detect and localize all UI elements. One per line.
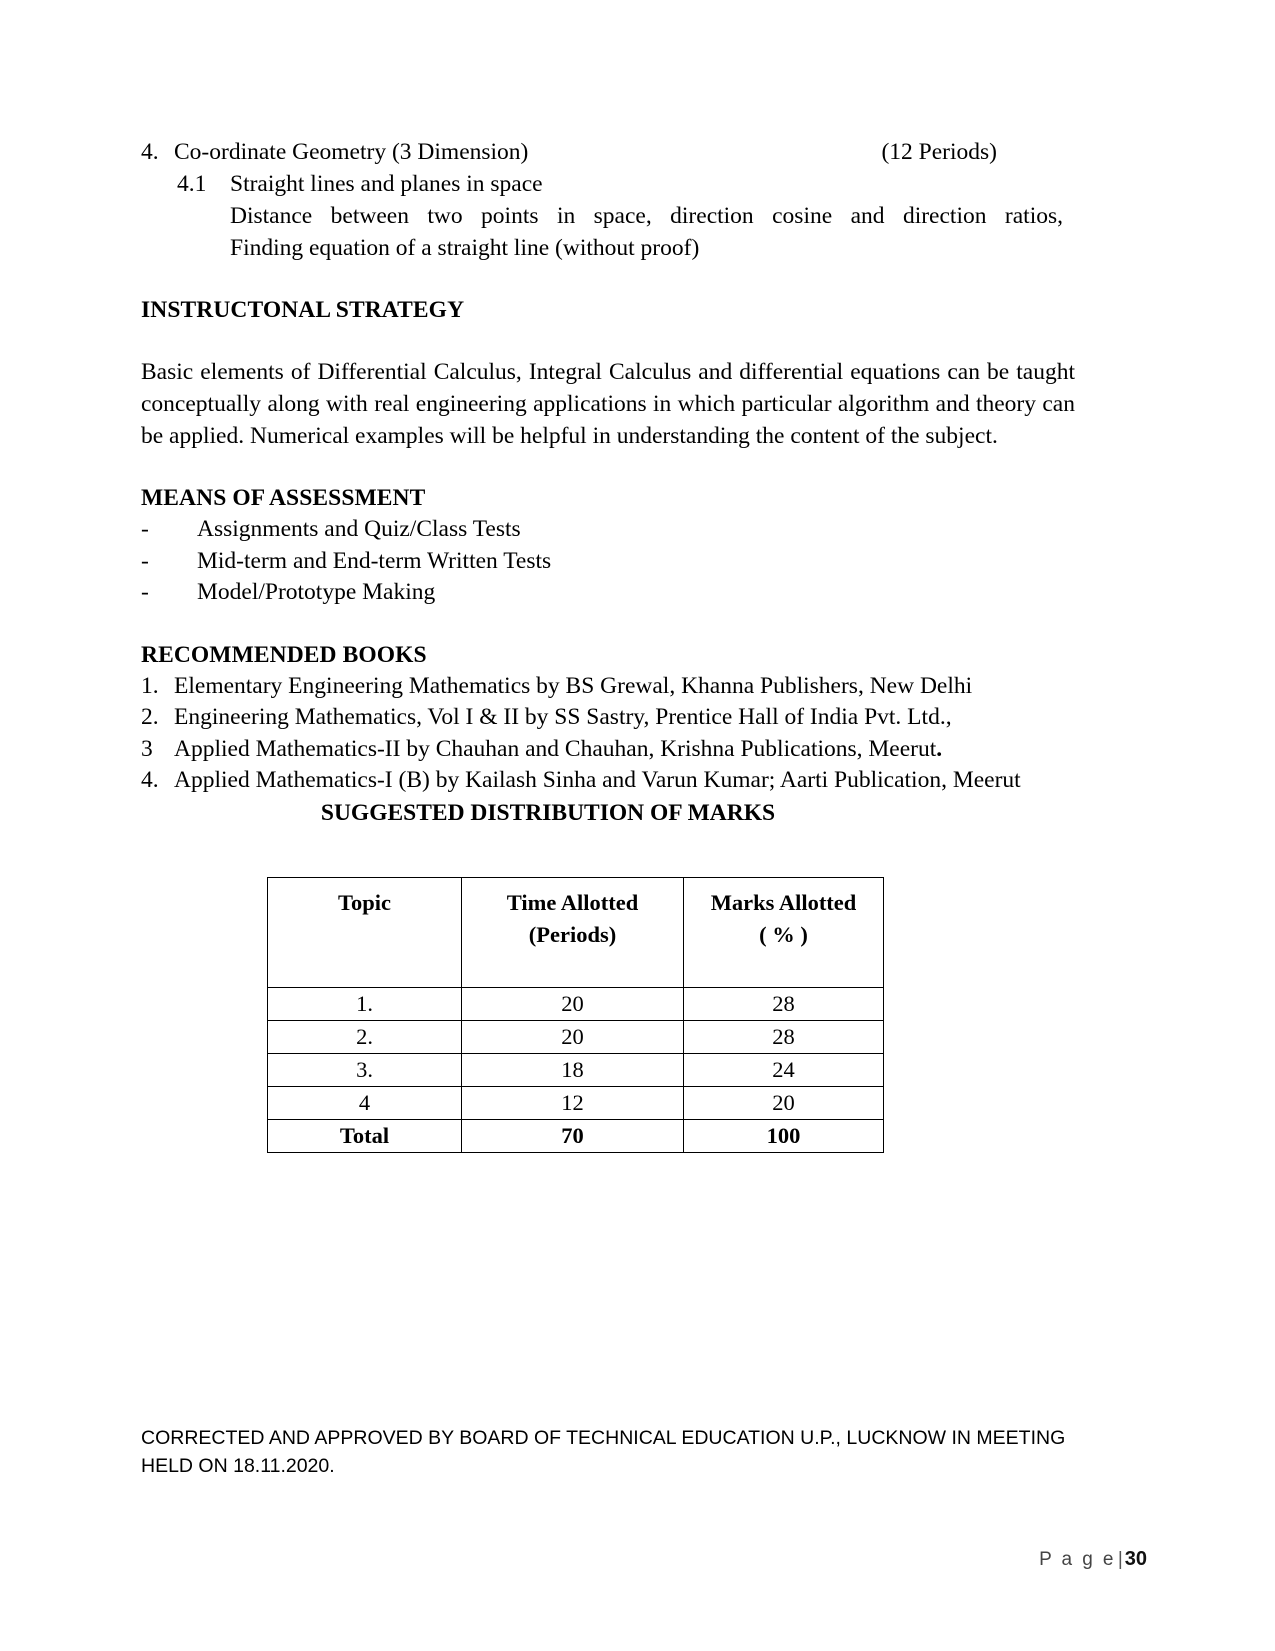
page-separator: | — [1117, 1549, 1123, 1570]
cell-time: 18 — [462, 1053, 684, 1086]
column-header-marks — [684, 877, 884, 987]
column-header-topic — [268, 877, 462, 987]
table-header-row — [268, 877, 884, 987]
list-item — [141, 577, 1075, 609]
column-header-marks-line1: Marks Allotted — [710, 889, 857, 915]
page-label: P a g e — [1039, 1549, 1116, 1570]
table-row — [268, 1020, 884, 1053]
cell-total-marks: 100 — [684, 1119, 884, 1152]
cell-marks: 28 — [684, 1020, 884, 1053]
book-number: 1. — [141, 672, 159, 699]
cell-topic: 4 — [268, 1086, 462, 1119]
spacer — [141, 452, 1075, 482]
page-number-value: 30 — [1124, 1548, 1147, 1570]
column-header-time — [462, 877, 684, 987]
subtopic-detail-line-2: Finding equation of a straight line (without proof) — [230, 235, 700, 261]
dash-bullet: - — [141, 579, 149, 605]
column-header-topic-line1: Topic — [338, 889, 391, 915]
column-header-time-line2: (Periods) — [528, 921, 617, 947]
page-number-footer — [1039, 1548, 1147, 1571]
cell-time: 20 — [462, 987, 684, 1020]
approval-footer-note — [141, 1424, 1081, 1480]
instructional-strategy-paragraph: Basic elements of Differential Calculus, Integral Calculus and differential equations can be taught conceptually along with real engineering applications in which particular algorithm and theory can be applied. Numerical examples will be helpful in understanding the content of the subject. — [141, 359, 1075, 449]
assessment-item-label: Mid-term and End-term Written Tests — [197, 547, 552, 574]
list-item — [141, 734, 1075, 766]
subtopic-title: Straight lines and planes in space — [230, 171, 543, 197]
table-row — [268, 987, 884, 1020]
list-item — [141, 702, 1075, 734]
book-title: Elementary Engineering Mathematics by BS Grewal, Khanna Publishers, New Delhi — [174, 672, 973, 699]
cell-marks: 28 — [684, 987, 884, 1020]
assessment-item-label: Model/Prototype Making — [197, 579, 436, 605]
list-item — [141, 765, 1075, 797]
table-row — [268, 1053, 884, 1086]
topic-periods: (12 Periods) — [881, 139, 997, 165]
book-number: 2. — [141, 704, 159, 730]
table-total-row — [268, 1119, 884, 1152]
dash-bullet: - — [141, 547, 149, 574]
list-item — [141, 671, 1075, 703]
column-header-time-line1: Time Allotted — [506, 889, 639, 915]
cell-topic: 1. — [268, 987, 462, 1020]
assessment-item-label: Assignments and Quiz/Class Tests — [197, 516, 521, 542]
instructional-strategy-heading: INSTRUCTONAL STRATEGY — [141, 297, 465, 323]
page-content — [141, 0, 1075, 1153]
book-number: 4. — [141, 767, 159, 793]
marks-table-title: SUGGESTED DISTRIBUTION OF MARKS — [320, 799, 776, 826]
book-title-trailing-dot: . — [936, 735, 943, 762]
book-title — [174, 734, 1075, 766]
cell-time: 20 — [462, 1020, 684, 1053]
subtopic-row — [141, 168, 1075, 200]
cell-marks: 20 — [684, 1086, 884, 1119]
spacer — [141, 609, 1075, 639]
book-title-text: Applied Mathematics-II by Chauhan and Chauhan, Krishna Publications, Meerut — [174, 735, 937, 762]
recommended-books-heading: RECOMMENDED BOOKS — [141, 641, 427, 668]
approval-footer-line-1: CORRECTED AND APPROVED BY BOARD OF TECHNICAL EDUCATION U.P., LUCKNOW IN MEETING — [141, 1427, 1066, 1449]
means-of-assessment-heading: MEANS OF ASSESSMENT — [141, 485, 426, 511]
book-number: 3 — [141, 735, 153, 762]
spacer — [141, 326, 1075, 356]
cell-topic: 3. — [268, 1053, 462, 1086]
marks-table-wrapper — [141, 877, 1075, 1153]
topic-section — [141, 136, 1075, 264]
approval-footer-line-2: HELD ON 18.11.2020. — [141, 1455, 335, 1477]
cell-topic: 2. — [268, 1020, 462, 1053]
list-item — [141, 546, 1075, 578]
cell-marks: 24 — [684, 1053, 884, 1086]
column-header-marks-line2: ( % ) — [759, 921, 808, 947]
spacer — [141, 264, 1075, 294]
cell-time: 12 — [462, 1086, 684, 1119]
dash-bullet: - — [141, 516, 149, 542]
cell-total-label: Total — [268, 1119, 462, 1152]
book-title: Engineering Mathematics, Vol I & II by SS Sastry, Prentice Hall of India Pvt. Ltd., — [174, 704, 952, 730]
topic-heading-row — [141, 136, 1075, 168]
list-item — [141, 514, 1075, 546]
table-row — [268, 1086, 884, 1119]
topic-title: Co-ordinate Geometry (3 Dimension) — [174, 139, 529, 165]
topic-number: 4. — [141, 139, 159, 165]
subtopic-number: 4.1 — [177, 171, 207, 197]
subtopic-detail-line-1: Distance between two points in space, direction cosine and direction ratios, — [230, 203, 1063, 229]
book-title: Applied Mathematics-I (B) by Kailash Sinha and Varun Kumar; Aarti Publication, Meerut — [174, 767, 1021, 793]
cell-total-time: 70 — [462, 1119, 684, 1152]
marks-distribution-table — [267, 877, 884, 1153]
